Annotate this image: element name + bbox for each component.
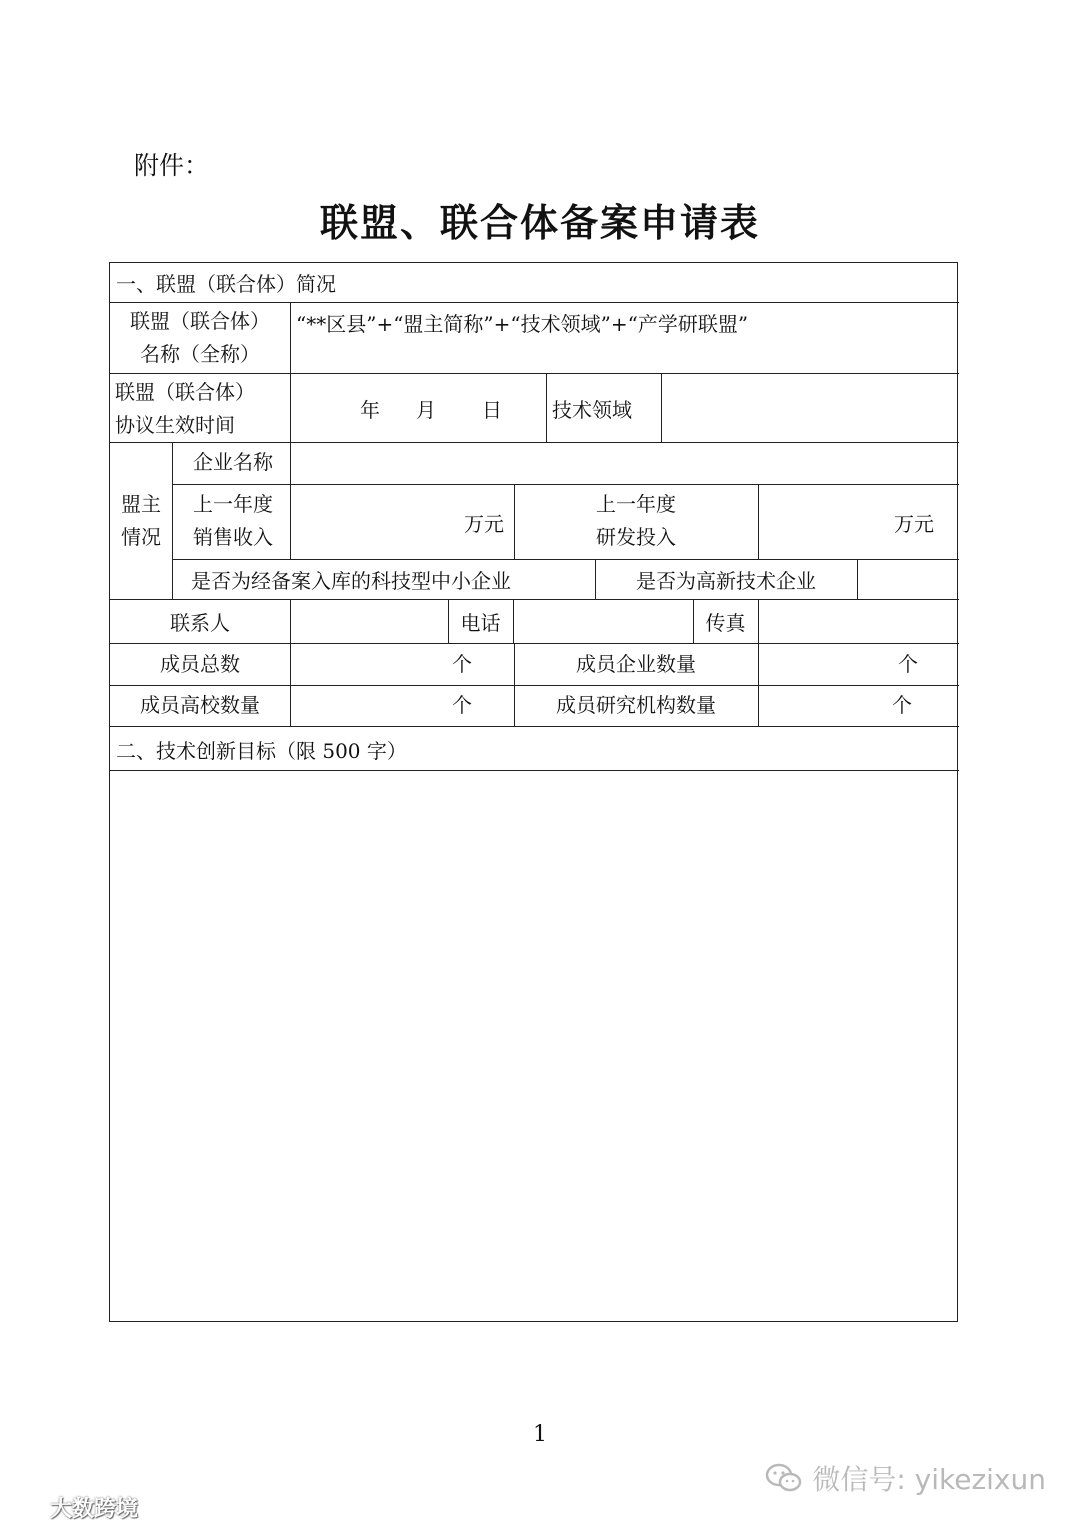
wechat-watermark bbox=[764, 1458, 1046, 1498]
page-title: 联盟、联合体备案申请表 bbox=[319, 200, 760, 245]
alliance-name-hint: “**区县”+“盟主简称”+“技术领域”+“产学研联盟” bbox=[296, 312, 749, 336]
sme-label: 是否为经备案入库的科技型中小企业 bbox=[191, 569, 511, 593]
row-divider bbox=[110, 599, 959, 600]
date-day: 日 bbox=[482, 398, 502, 422]
col-divider bbox=[758, 643, 759, 726]
weibo-icon bbox=[6, 1495, 46, 1521]
section2-heading: 二、技术创新目标（限 500 字） bbox=[116, 739, 407, 763]
col-divider bbox=[172, 442, 173, 599]
phone-label: 电话 bbox=[460, 611, 501, 635]
member-universities-label: 成员高校数量 bbox=[140, 693, 260, 717]
page-number: 1 bbox=[533, 1422, 547, 1447]
member-companies-label: 成员企业数量 bbox=[576, 652, 696, 676]
section1-heading: 一、联盟（联合体）简况 bbox=[116, 272, 336, 296]
row-divider bbox=[110, 302, 959, 303]
col-divider bbox=[857, 559, 858, 599]
company-name-label: 企业名称 bbox=[193, 450, 273, 474]
fax-label: 传真 bbox=[705, 611, 746, 635]
tech-field-label: 技术领域 bbox=[552, 398, 632, 422]
sales-label bbox=[193, 488, 273, 554]
sales-label-line1: 上一年度 bbox=[193, 492, 273, 516]
alliance-name-label-line1: 联盟（联合体） bbox=[130, 309, 270, 333]
sales-unit: 万元 bbox=[464, 512, 504, 536]
members-total-label: 成员总数 bbox=[160, 652, 240, 676]
col-divider bbox=[290, 302, 291, 442]
application-form-table bbox=[109, 262, 958, 1322]
source-name: 大数跨境 bbox=[50, 1497, 139, 1522]
rd-label-line2: 研发投入 bbox=[596, 525, 676, 549]
member-institutes-label: 成员研究机构数量 bbox=[556, 693, 716, 717]
col-divider bbox=[290, 599, 291, 726]
source-watermark bbox=[6, 1492, 138, 1523]
date-month: 月 bbox=[416, 398, 436, 422]
agreement-date-label bbox=[115, 376, 255, 442]
col-divider bbox=[546, 373, 547, 442]
sales-label-line2: 销售收入 bbox=[193, 525, 273, 549]
hitech-label: 是否为高新技术企业 bbox=[636, 569, 816, 593]
member-companies-unit: 个 bbox=[898, 652, 918, 676]
row-divider bbox=[110, 770, 959, 771]
rd-label-line1: 上一年度 bbox=[596, 492, 676, 516]
wechat-icon bbox=[764, 1462, 804, 1494]
col-divider bbox=[513, 599, 514, 643]
row-divider bbox=[110, 643, 959, 644]
row-divider bbox=[172, 559, 959, 560]
leader-info-label-line2: 情况 bbox=[121, 525, 161, 549]
col-divider bbox=[290, 442, 291, 559]
date-year: 年 bbox=[360, 398, 380, 422]
agreement-date-label-line1: 联盟（联合体） bbox=[115, 380, 255, 404]
row-divider bbox=[110, 373, 959, 374]
attachment-label: 附件： bbox=[134, 151, 210, 180]
wechat-id: 微信号: yikezixun bbox=[812, 1463, 1046, 1496]
member-universities-unit: 个 bbox=[452, 693, 472, 717]
row-divider bbox=[110, 442, 959, 443]
col-divider bbox=[661, 373, 662, 442]
row-divider bbox=[110, 726, 959, 727]
leader-info-label-line1: 盟主 bbox=[121, 492, 161, 516]
col-divider bbox=[758, 599, 759, 643]
alliance-name-label-line2: 名称（全称） bbox=[140, 342, 260, 366]
leader-info-label bbox=[110, 488, 172, 554]
row-divider bbox=[110, 685, 959, 686]
contact-label: 联系人 bbox=[170, 611, 230, 635]
rd-unit: 万元 bbox=[894, 512, 934, 536]
rd-label bbox=[514, 488, 758, 554]
members-total-unit: 个 bbox=[452, 652, 472, 676]
agreement-date-label-line2: 协议生效时间 bbox=[115, 413, 235, 437]
member-institutes-unit: 个 bbox=[892, 693, 912, 717]
alliance-name-label bbox=[110, 305, 290, 371]
col-divider bbox=[758, 484, 759, 559]
